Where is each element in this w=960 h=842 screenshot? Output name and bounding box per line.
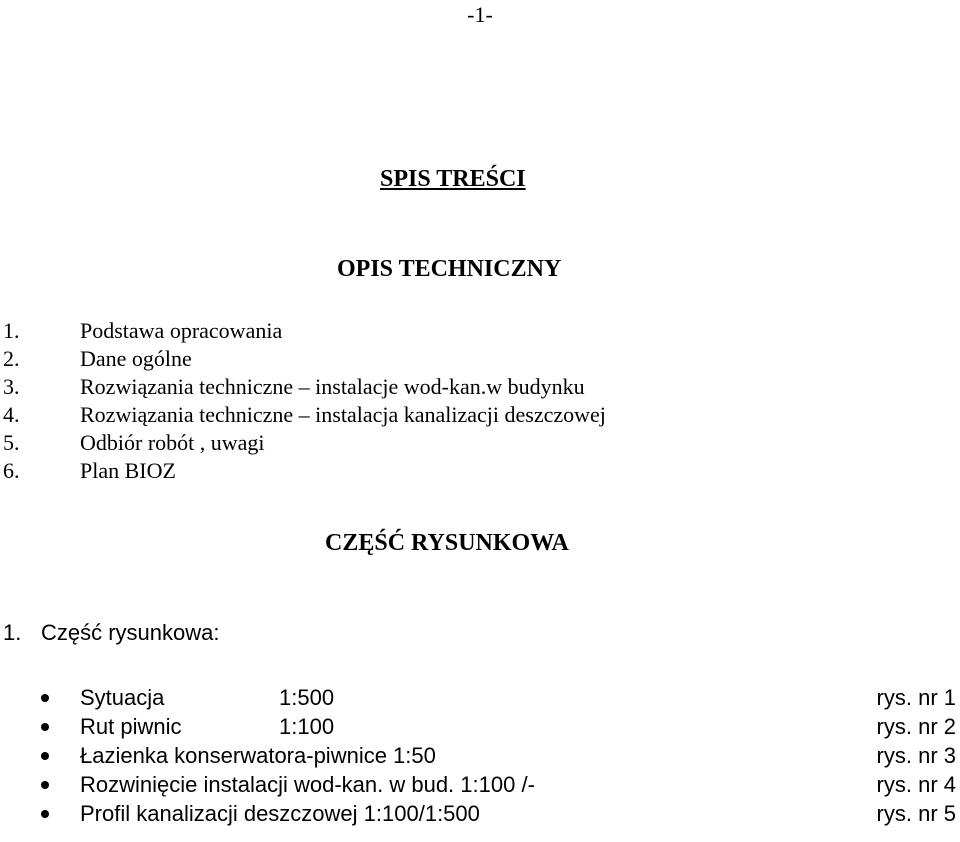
drawing-row bbox=[0, 712, 960, 741]
drawing-name: Sytuacja bbox=[80, 685, 165, 710]
subheading-text: Część rysunkowa: bbox=[41, 620, 220, 645]
bullet-icon bbox=[41, 810, 49, 818]
list-number: 6. bbox=[3, 458, 20, 483]
drawing-name: Rozwinięcie instalacji wod-kan. w bud. 1:100 /- bbox=[80, 772, 535, 797]
drawing-ref: rys. nr 2 bbox=[876, 714, 956, 739]
drawing-ref: rys. nr 3 bbox=[876, 743, 956, 768]
drawing-scale: 1:500 bbox=[279, 685, 335, 710]
drawings-list bbox=[0, 683, 960, 828]
list-text: Odbiór robót , uwagi bbox=[80, 430, 265, 455]
bullet-icon bbox=[41, 752, 49, 760]
drawing-row bbox=[0, 799, 960, 828]
subheading-number: 1. bbox=[3, 620, 22, 645]
list-text: Plan BIOZ bbox=[80, 458, 176, 483]
list-text: Rozwiązania techniczne – instalacja kanalizacji deszczowej bbox=[80, 402, 606, 427]
document-title: SPIS TREŚCI bbox=[380, 166, 526, 192]
drawing-ref: rys. nr 1 bbox=[876, 685, 956, 710]
list-number: 5. bbox=[3, 430, 20, 455]
drawing-ref: rys. nr 5 bbox=[876, 801, 956, 826]
drawing-ref: rys. nr 4 bbox=[876, 772, 956, 797]
list-number: 3. bbox=[3, 374, 20, 399]
list-text: Podstawa opracowania bbox=[80, 318, 283, 343]
list-number: 1. bbox=[3, 318, 20, 343]
drawing-scale: 1:100 bbox=[279, 714, 335, 739]
section-heading-drawings: CZĘŚĆ RYSUNKOWA bbox=[325, 530, 569, 556]
bullet-icon bbox=[41, 781, 49, 789]
list-text: Dane ogólne bbox=[80, 346, 192, 371]
drawing-name: Profil kanalizacji deszczowej 1:100/1:500 bbox=[80, 801, 480, 826]
section-heading-technical: OPIS TECHNICZNY bbox=[337, 256, 562, 282]
bullet-icon bbox=[41, 723, 49, 731]
bullet-icon bbox=[41, 694, 49, 702]
list-number: 4. bbox=[3, 402, 20, 427]
page-number: -1- bbox=[467, 2, 493, 27]
drawing-name: Łazienka konserwatora-piwnice 1:50 bbox=[80, 743, 436, 768]
drawing-row bbox=[0, 683, 960, 712]
drawing-row bbox=[0, 770, 960, 799]
list-number: 2. bbox=[3, 346, 20, 371]
list-text: Rozwiązania techniczne – instalacje wod-kan.w budynku bbox=[80, 374, 585, 399]
drawing-name: Rut piwnic bbox=[80, 714, 182, 739]
drawing-row bbox=[0, 741, 960, 770]
